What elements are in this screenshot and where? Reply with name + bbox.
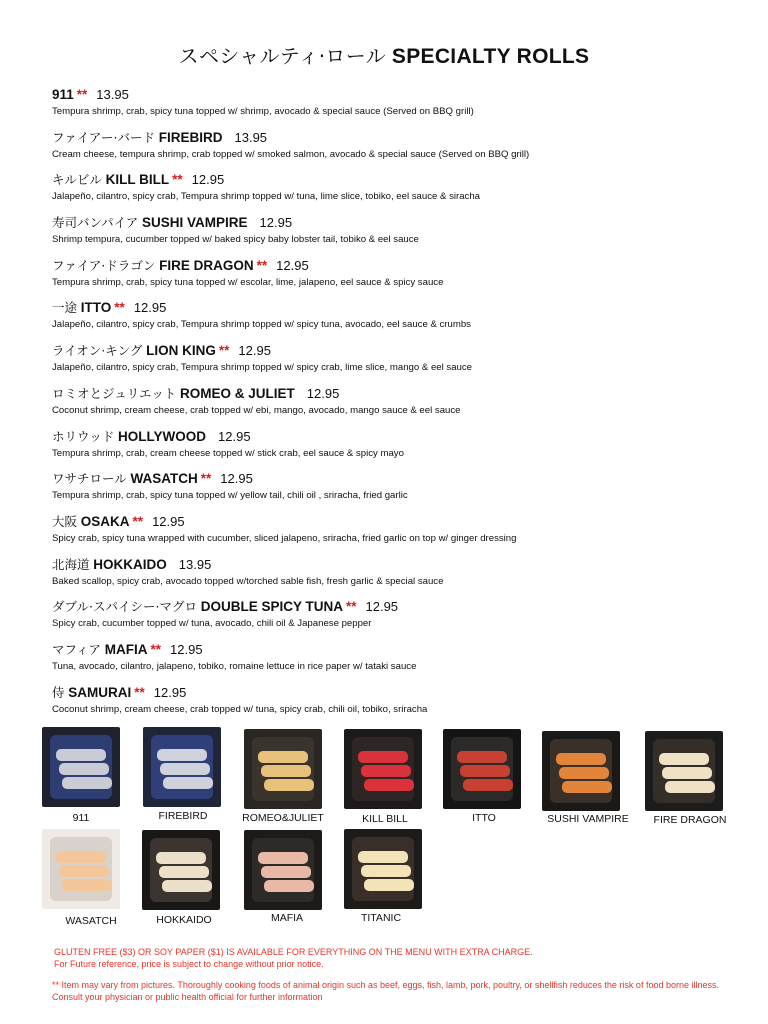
menu-item bbox=[52, 556, 752, 599]
menu-item-stars: ** bbox=[256, 257, 268, 273]
menu-item-price: 12.95 bbox=[218, 428, 251, 444]
menu-item-jp-name: ホリウッド bbox=[52, 428, 115, 444]
menu-item-description: Jalapeño, cilantro, spicy crab, Tempura shrimp topped w/ spicy crab, lime slice, mango & eel sauce bbox=[52, 362, 473, 374]
roll-piece-shape bbox=[156, 852, 206, 864]
menu-item-name: FIREBIRD bbox=[158, 129, 223, 145]
page-title bbox=[0, 40, 768, 69]
roll-piece-shape bbox=[662, 767, 712, 779]
menu-item-title bbox=[52, 129, 752, 147]
menu-item-jp-name: ワサチロール bbox=[52, 471, 127, 487]
menu-item-jp-name: マフィア bbox=[52, 641, 102, 657]
menu-item-title bbox=[52, 342, 752, 360]
roll-piece-shape bbox=[358, 751, 408, 763]
menu-item-title bbox=[52, 556, 752, 574]
menu-item-price: 12.95 bbox=[365, 599, 399, 615]
menu-item-description: Coconut shrimp, cream cheese, crab topped w/ tuna, spicy crab, chili oil, tobiko, sriracha bbox=[52, 703, 428, 715]
menu-item-price: 13.95 bbox=[234, 129, 268, 145]
page-title-jp: スペシャルティ·ロール bbox=[178, 44, 386, 68]
menu-item-stars: ** bbox=[114, 300, 125, 316]
roll-piece-shape bbox=[463, 779, 513, 791]
photo-caption: ROMEO&JULIET bbox=[242, 812, 324, 824]
roll-photo bbox=[142, 830, 220, 910]
roll-photo bbox=[344, 829, 422, 909]
menu-item-price: 12.95 bbox=[306, 385, 340, 401]
roll-piece-shape bbox=[364, 879, 414, 891]
menu-item-jp-name: ファイアー·バード bbox=[52, 129, 155, 145]
menu-item-name: ITTO bbox=[80, 300, 112, 316]
menu-item-name: SUSHI VAMPIRE bbox=[142, 215, 248, 231]
menu-item bbox=[52, 257, 752, 300]
menu-item-stars: ** bbox=[150, 641, 162, 657]
menu-item-stars: ** bbox=[200, 471, 212, 487]
menu-item-description: Coconut shrimp, cream cheese, crab topped w/ ebi, mango, avocado, mango sauce & eel sauce bbox=[52, 404, 461, 416]
menu-item-stars: ** bbox=[76, 87, 88, 102]
menu-item-title bbox=[52, 684, 752, 702]
menu-item bbox=[52, 86, 752, 129]
menu-item-stars: ** bbox=[218, 343, 230, 359]
menu-item-price: 12.95 bbox=[220, 471, 253, 487]
menu-item-name: LION KING bbox=[146, 343, 216, 359]
menu-item-price: 12.95 bbox=[153, 684, 187, 700]
menu-item-title bbox=[52, 214, 752, 232]
menu-item-name: KILL BILL bbox=[105, 172, 170, 188]
menu-item-description: Cream cheese, tempura shrimp, crab topped w/ smoked salmon, avocado & special sauce (Served on BBQ grill) bbox=[52, 148, 530, 160]
roll-piece-shape bbox=[258, 751, 308, 763]
food-safety-notice: ** Item may vary from pictures. Thoroughly cooking foods of animal origin such as beef, eggs, fish, lamb, pork, poultry, or shellfish reduces the risk of food borne illness. Consult your physician or public health official for further information bbox=[52, 980, 719, 1002]
menu-item-price: 12.95 bbox=[133, 300, 167, 316]
menu-item-description: Shrimp tempura, cucumber topped w/ baked spicy baby lobster tail, tobiko & eel sauce bbox=[52, 234, 419, 246]
menu-item bbox=[52, 171, 752, 214]
menu-item-description: Tempura shrimp, crab, cream cheese topped w/ stick crab, eel sauce & spicy mayo bbox=[52, 447, 404, 459]
photo-caption: TITANIC bbox=[360, 912, 402, 924]
roll-piece-shape bbox=[460, 765, 510, 777]
photo-caption: FIREBIRD bbox=[158, 810, 208, 822]
photo-caption: ITTO bbox=[472, 812, 496, 824]
photo-caption: 911 bbox=[72, 812, 90, 824]
menu-item bbox=[52, 641, 752, 684]
roll-photo bbox=[42, 727, 120, 807]
roll-photo bbox=[244, 729, 322, 809]
menu-item-title bbox=[52, 641, 752, 659]
menu-item-jp-name: ファイア·ドラゴン bbox=[52, 257, 156, 273]
roll-piece-shape bbox=[264, 779, 314, 791]
roll-piece-shape bbox=[358, 851, 408, 863]
price-change-line: For Future reference, price is subject to change without prior notice. bbox=[54, 959, 324, 969]
roll-piece-shape bbox=[559, 767, 609, 779]
menu-item bbox=[52, 342, 752, 385]
menu-item-title bbox=[52, 257, 752, 275]
menu-item bbox=[52, 385, 752, 428]
photo-caption: WASATCH bbox=[65, 915, 117, 927]
menu-item-price: 12.95 bbox=[191, 172, 225, 188]
menu-item-name: MAFIA bbox=[104, 641, 148, 657]
menu-item-name: ROMEO & JULIET bbox=[180, 385, 295, 401]
roll-piece-shape bbox=[159, 866, 209, 878]
menu-item-jp-name: ロミオとジュリエット bbox=[52, 385, 177, 401]
menu-item-name: OSAKA bbox=[80, 513, 130, 529]
menu-item-name: DOUBLE SPICY TUNA bbox=[200, 599, 343, 615]
extra-charge-line: GLUTEN FREE ($3) OR SOY PAPER ($1) IS AVAILABLE FOR EVERYTHING ON THE MENU WITH EXTRA CHARGE. bbox=[54, 947, 533, 957]
roll-piece-shape bbox=[361, 765, 411, 777]
menu-item-name: 911 bbox=[52, 87, 74, 102]
menu-item-price: 12.95 bbox=[238, 343, 271, 359]
menu-item-stars: ** bbox=[132, 513, 144, 529]
roll-piece-shape bbox=[665, 781, 715, 793]
menu-item-title bbox=[52, 171, 752, 189]
menu-item-stars: ** bbox=[134, 684, 145, 700]
menu-item-description: Baked scallop, spicy crab, avocado topped w/torched sable fish, fresh garlic & special sauce bbox=[52, 575, 444, 587]
menu-item bbox=[52, 684, 752, 727]
roll-photo bbox=[645, 731, 723, 811]
menu-item-description: Jalapeño, cilantro, spicy crab, Tempura shrimp topped w/ spicy tuna, avocado, eel sauce & crumbs bbox=[52, 319, 471, 331]
roll-piece-shape bbox=[56, 749, 106, 761]
menu-item-jp-name: ライオン·キング bbox=[52, 343, 143, 359]
menu-item bbox=[52, 513, 752, 556]
menu-item bbox=[52, 428, 752, 471]
roll-piece-shape bbox=[364, 779, 414, 791]
roll-piece-shape bbox=[62, 777, 112, 789]
menu-item-title bbox=[52, 86, 752, 104]
menu-item-name: SAMURAI bbox=[68, 684, 132, 700]
menu-item bbox=[52, 129, 752, 172]
roll-piece-shape bbox=[160, 763, 210, 775]
menu-item-name: FIRE DRAGON bbox=[159, 257, 254, 273]
menu-item-jp-name: 北海道 bbox=[52, 556, 90, 572]
roll-piece-shape bbox=[258, 852, 308, 864]
photo-caption: SUSHI VAMPIRE bbox=[547, 813, 629, 825]
menu-item-description: Tempura shrimp, crab, spicy tuna topped w/ escolar, lime, jalapeno, eel sauce & spicy sauce bbox=[52, 276, 444, 288]
roll-piece-shape bbox=[264, 880, 314, 892]
menu-item-price: 13.95 bbox=[178, 556, 212, 572]
photo-caption: MAFIA bbox=[270, 912, 304, 924]
menu-item-price: 12.95 bbox=[259, 215, 293, 231]
page-title-en: SPECIALTY ROLLS bbox=[391, 45, 590, 68]
menu-item-name: HOKKAIDO bbox=[93, 556, 167, 572]
menu-item-jp-name: キルビル bbox=[52, 172, 102, 188]
menu-item-price: 12.95 bbox=[170, 641, 203, 657]
roll-photo bbox=[344, 729, 422, 809]
menu-item-jp-name: ダブル·スパイシー·マグロ bbox=[52, 599, 197, 615]
menu-item bbox=[52, 598, 752, 641]
roll-piece-shape bbox=[59, 763, 109, 775]
roll-piece-shape bbox=[361, 865, 411, 877]
roll-photo bbox=[143, 727, 221, 807]
roll-photo bbox=[42, 829, 120, 909]
menu-item-description: Spicy crab, cucumber topped w/ tuna, avocado, chili oil & Japanese pepper bbox=[52, 618, 372, 630]
roll-photo bbox=[542, 731, 620, 811]
menu-item-name: WASATCH bbox=[130, 471, 198, 487]
menu-item-title bbox=[52, 598, 752, 616]
menu-item-price: 12.95 bbox=[152, 513, 185, 529]
photo-caption: HOKKAIDO bbox=[156, 914, 212, 926]
menu-item bbox=[52, 299, 752, 342]
roll-photo bbox=[443, 729, 521, 809]
menu-item-title bbox=[52, 428, 752, 446]
menu-list bbox=[52, 86, 752, 726]
menu-item-price: 12.95 bbox=[276, 257, 309, 273]
roll-piece-shape bbox=[659, 753, 709, 765]
menu-item-description: Tempura shrimp, crab, spicy tuna topped w/ yellow tail, chili oil , sriracha, fried garlic bbox=[52, 490, 408, 502]
menu-item-title bbox=[52, 470, 752, 488]
menu-item-jp-name: 大阪 bbox=[52, 513, 78, 529]
menu-item-jp-name: 侍 bbox=[52, 684, 65, 700]
roll-piece-shape bbox=[261, 765, 311, 777]
roll-piece-shape bbox=[556, 753, 606, 765]
roll-piece-shape bbox=[62, 879, 112, 891]
photo-caption: FIRE DRAGON bbox=[653, 814, 727, 826]
roll-piece-shape bbox=[163, 777, 213, 789]
menu-item-title bbox=[52, 513, 752, 531]
menu-item-jp-name: 一途 bbox=[52, 300, 78, 316]
photo-caption: KILL BILL bbox=[362, 813, 408, 825]
menu-item bbox=[52, 214, 752, 257]
roll-piece-shape bbox=[157, 749, 207, 761]
menu-item-stars: ** bbox=[172, 172, 183, 188]
extra-charge-notice bbox=[54, 946, 714, 970]
roll-piece-shape bbox=[457, 751, 507, 763]
menu-item-name: HOLLYWOOD bbox=[118, 428, 207, 444]
menu-item-stars: ** bbox=[345, 599, 357, 615]
menu-item bbox=[52, 470, 752, 513]
roll-piece-shape bbox=[162, 880, 212, 892]
roll-piece-shape bbox=[56, 851, 106, 863]
menu-item-title bbox=[52, 385, 752, 403]
menu-item-price: 13.95 bbox=[96, 87, 129, 102]
menu-item-description: Tuna, avocado, cilantro, jalapeno, tobiko, romaine lettuce in rice paper w/ tataki sauce bbox=[52, 660, 417, 672]
menu-item-description: Spicy crab, spicy tuna wrapped with cucumber, sliced jalapeno, sriracha, fried garlic on top w/ ginger dressing bbox=[52, 532, 517, 544]
roll-piece-shape bbox=[59, 865, 109, 877]
menu-item-title bbox=[52, 299, 752, 317]
roll-piece-shape bbox=[261, 866, 311, 878]
menu-item-description: Tempura shrimp, crab, spicy tuna topped w/ shrimp, avocado & special sauce (Served on BBQ grill) bbox=[52, 106, 474, 117]
menu-item-jp-name: 寿司バンパイア bbox=[52, 215, 139, 231]
roll-photo bbox=[244, 830, 322, 910]
roll-piece-shape bbox=[562, 781, 612, 793]
menu-item-description: Jalapeño, cilantro, spicy crab, Tempura shrimp topped w/ tuna, lime slice, tobiko, eel sauce & siracha bbox=[52, 191, 481, 203]
